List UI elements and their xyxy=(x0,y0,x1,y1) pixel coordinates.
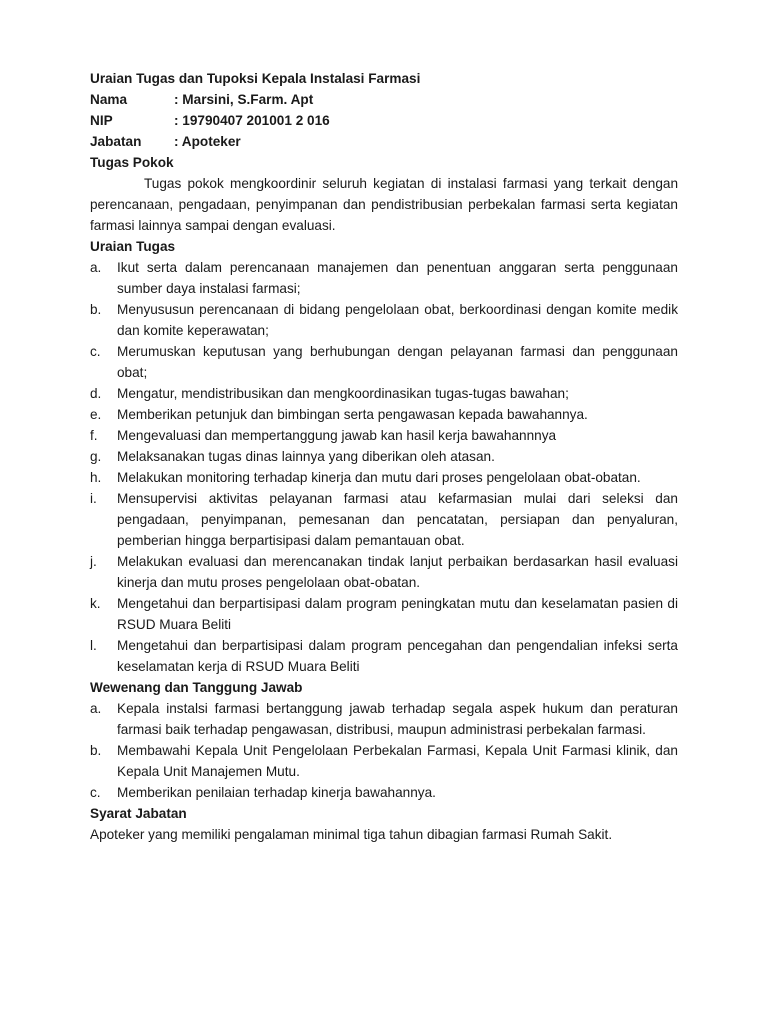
list-marker: d. xyxy=(90,386,102,401)
list-marker: l. xyxy=(90,638,97,653)
list-marker: b. xyxy=(90,743,102,758)
wewenang-list xyxy=(90,698,678,803)
list-item-text: Menyususun perencanaan di bidang pengelolaan obat, berkoordinasi dengan komite medik dan komite keperawatan; xyxy=(117,302,678,338)
list-item-text: Ikut serta dalam perencanaan manajemen dan penentuan anggaran serta penggunaan sumber daya instalasi farmasi; xyxy=(117,260,678,296)
document-title: Uraian Tugas dan Tupoksi Kepala Instalasi Farmasi xyxy=(90,71,421,86)
list-item-text: Mengetahui dan berpartisipasi dalam program pencegahan dan pengendalian infeksi serta keselamatan kerja di RSUD Muara Beliti xyxy=(117,638,678,674)
list-marker: a. xyxy=(90,260,102,275)
field-value: : Apoteker xyxy=(174,134,241,149)
field-label: NIP xyxy=(90,113,113,128)
field-label: Jabatan xyxy=(90,134,142,149)
list-marker: j. xyxy=(90,554,97,569)
list-item xyxy=(90,446,678,467)
list-item-text: Melakukan evaluasi dan merencanakan tindak lanjut perbaikan berdasarkan hasil evaluasi kinerja dan mutu proses pengelolaan obat-obatan. xyxy=(117,554,678,590)
list-item xyxy=(90,341,678,383)
uraian-tugas-list xyxy=(90,257,678,677)
list-item xyxy=(90,425,678,446)
field-value: : Marsini, S.Farm. Apt xyxy=(174,92,314,107)
list-item xyxy=(90,740,678,782)
syarat-jabatan-text: Apoteker yang memiliki pengalaman minimal tiga tahun dibagian farmasi Rumah Sakit. xyxy=(90,827,613,842)
list-item xyxy=(90,404,678,425)
list-marker: g. xyxy=(90,449,102,464)
list-marker: c. xyxy=(90,785,101,800)
list-item xyxy=(90,782,678,803)
field-label: Nama xyxy=(90,92,128,107)
list-marker: a. xyxy=(90,701,102,716)
list-item-text: Mengetahui dan berpartisipasi dalam program peningkatan mutu dan keselamatan pasien di RSUD Muara Beliti xyxy=(117,596,678,632)
list-item-text: Kepala instalsi farmasi bertanggung jawab terhadap segala aspek hukum dan peraturan farmasi baik terhadap pengawasan, distribusi, maupun administrasi perbekalan farmasi. xyxy=(117,701,678,737)
list-marker: i. xyxy=(90,491,97,506)
list-item-text: Mengatur, mendistribusikan dan mengkoordinasikan tugas-tugas bawahan; xyxy=(117,386,569,401)
list-marker: h. xyxy=(90,470,102,485)
list-item xyxy=(90,257,678,299)
list-item xyxy=(90,488,678,551)
section-heading-tugas-pokok: Tugas Pokok xyxy=(90,155,174,170)
field-value: : 19790407 201001 2 016 xyxy=(174,113,330,128)
list-item xyxy=(90,299,678,341)
field-nama xyxy=(90,89,678,110)
list-marker: k. xyxy=(90,596,101,611)
section-heading-uraian-tugas: Uraian Tugas xyxy=(90,239,176,254)
list-marker: c. xyxy=(90,344,101,359)
list-item-text: Mensupervisi aktivitas pelayanan farmasi atau kefarmasian mulai dari seleksi dan pengadaan, penyimpanan, pemesanan dan pencatatan, persiapan dan penyaluran, pemberian hingga berpartisipasi dalam pemantauan obat. xyxy=(117,491,678,548)
list-item-text: Melakukan monitoring terhadap kinerja dan mutu dari proses pengelolaan obat-obatan. xyxy=(117,470,641,485)
list-marker: b. xyxy=(90,302,102,317)
list-item-text: Memberikan petunjuk dan bimbingan serta pengawasan kepada bawahannya. xyxy=(117,407,588,422)
list-item-text: Memberikan penilaian terhadap kinerja bawahannya. xyxy=(117,785,436,800)
list-marker: f. xyxy=(90,428,98,443)
field-nip xyxy=(90,110,678,131)
list-item xyxy=(90,383,678,404)
list-item xyxy=(90,551,678,593)
list-item xyxy=(90,467,678,488)
list-item-text: Mengevaluasi dan mempertanggung jawab kan hasil kerja bawahannnya xyxy=(117,428,557,443)
list-item-text: Merumuskan keputusan yang berhubungan dengan pelayanan farmasi dan penggunaan obat; xyxy=(117,344,678,380)
list-item-text: Melaksanakan tugas dinas lainnya yang diberikan oleh atasan. xyxy=(117,449,495,464)
list-marker: e. xyxy=(90,407,102,422)
tugas-pokok-paragraph: Tugas pokok mengkoordinir seluruh kegiatan di instalasi farmasi yang terkait dengan perencanaan, pengadaan, penyimpanan dan pendistribusian perbekalan farmasi serta kegiatan farmasi lainnya sampai dengan evaluasi. xyxy=(90,176,678,233)
section-heading-wewenang: Wewenang dan Tanggung Jawab xyxy=(90,680,303,695)
list-item xyxy=(90,593,678,635)
list-item xyxy=(90,635,678,677)
section-heading-syarat-jabatan: Syarat Jabatan xyxy=(90,806,187,821)
field-jabatan xyxy=(90,131,678,152)
list-item xyxy=(90,698,678,740)
list-item-text: Membawahi Kepala Unit Pengelolaan Perbekalan Farmasi, Kepala Unit Farmasi klinik, dan Kepala Unit Manajemen Mutu. xyxy=(117,743,678,779)
document-page xyxy=(90,68,678,845)
